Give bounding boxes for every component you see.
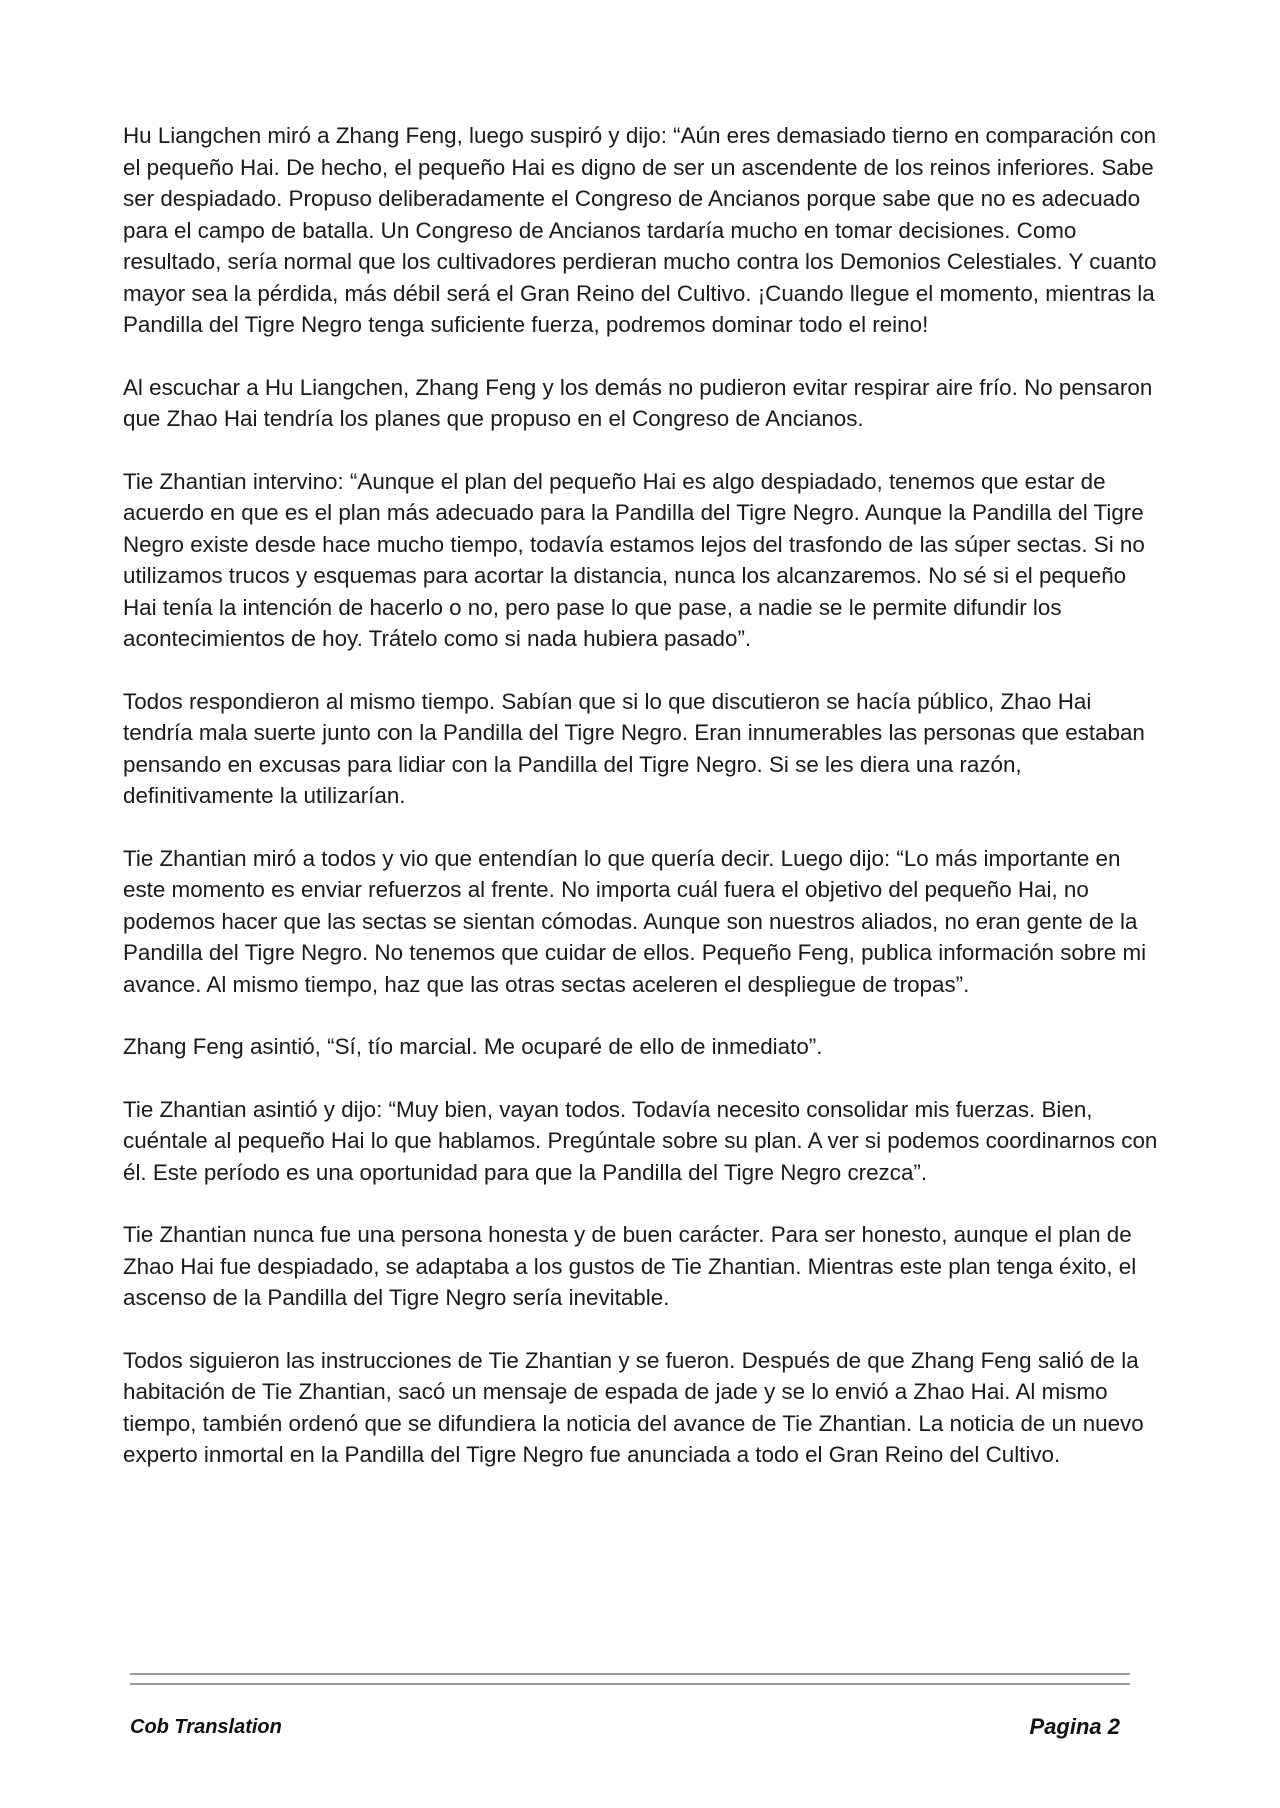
paragraph-2: Al escuchar a Hu Liangchen, Zhang Feng y los demás no pudieron evitar respirar aire frío. No pensaron que Zhao Hai tendría los planes que propuso en el Congreso de Ancianos.	[123, 374, 1153, 431]
footer-divider-bottom	[130, 1683, 1130, 1685]
footer-divider-top	[130, 1673, 1130, 1675]
paragraph-5: Tie Zhantian miró a todos y vio que entendían lo que quería decir. Luego dijo: “Lo más importante en este momento es enviar refuerzos al frente. No importa cuál fuera el objetivo del pequeño Hai, no podemos hacer que las sectas se sientan cómodas. Aunque son nuestros aliados, no eran gente de la Pandilla del Tigre Negro. No tenemos que cuidar de ellos. Pequeño Feng, publica información sobre mi avance. Al mismo tiempo, haz que las otras sectas aceleren el despliegue de tropas”.	[123, 845, 1147, 997]
footer-translator-credit: Cob Translation	[130, 1716, 282, 1738]
paragraph-3: Tie Zhantian intervino: “Aunque el plan del pequeño Hai es algo despiadado, tenemos que estar de acuerdo en que es el plan más adecuado para la Pandilla del Tigre Negro. Aunque la Pandilla del Tigre Negro existe desde hace mucho tiempo, todavía estamos lejos del trasfondo de las súper sectas. Si no utilizamos trucos y esquemas para acortar la distancia, nunca los alcanzaremos. No sé si el pequeño Hai tenía la intención de hacerlo o no, pero pase lo que pase, a nadie se le permite difundir los acontecimientos de hoy. Trátelo como si nada hubiera pasado”.	[123, 468, 1145, 651]
footer-page-number: Pagina 2	[1029, 1714, 1120, 1739]
paragraph-8: Tie Zhantian nunca fue una persona honesta y de buen carácter. Para ser honesto, aunque el plan de Zhao Hai fue despiadado, se adaptaba a los gustos de Tie Zhantian. Mientras este plan tenga éxito, el ascenso de la Pandilla del Tigre Negro sería inevitable.	[123, 1222, 1137, 1310]
paragraph-4: Todos respondieron al mismo tiempo. Sabían que si lo que discutieron se hacía público, Zhao Hai tendría mala suerte junto con la Pandilla del Tigre Negro. Eran innumerables las personas que estaban pensando en excusas para lidiar con la Pandilla del Tigre Negro. Si se les diera una razón, definitivamente la utilizarían.	[123, 688, 1145, 808]
paragraph-9: Todos siguieron las instrucciones de Tie Zhantian y se fueron. Después de que Zhang Feng salió de la habitación de Tie Zhantian, sacó un mensaje de espada de jade y se lo envió a Zhao Hai. Al mismo tiempo, también ordenó que se difundiera la noticia del avance de Tie Zhantian. La noticia de un nuevo experto inmortal en la Pandilla del Tigre Negro fue anunciada a todo el Gran Reino del Cultivo.	[123, 1347, 1144, 1467]
document-body	[123, 120, 1158, 1502]
paragraph-1: Hu Liangchen miró a Zhang Feng, luego suspiró y dijo: “Aún eres demasiado tierno en comparación con el pequeño Hai. De hecho, el pequeño Hai es digno de ser un ascendente de los reinos inferiores. Sabe ser despiadado. Propuso deliberadamente el Congreso de Ancianos porque sabe que no es adecuado para el campo de batalla. Un Congreso de Ancianos tardaría mucho en tomar decisiones. Como resultado, sería normal que los cultivadores perdieran mucho contra los Demonios Celestiales. Y cuanto mayor sea la pérdida, más débil será el Gran Reino del Cultivo. ¡Cuando llegue el momento, mientras la Pandilla del Tigre Negro tenga suficiente fuerza, podremos dominar todo el reino!	[123, 123, 1157, 337]
paragraph-6: Zhang Feng asintió, “Sí, tío marcial. Me ocuparé de ello de inmediato”.	[123, 1034, 823, 1059]
paragraph-7: Tie Zhantian asintió y dijo: “Muy bien, vayan todos. Todavía necesito consolidar mis fuerzas. Bien, cuéntale al pequeño Hai lo que hablamos. Pregúntale sobre su plan. A ver si podemos coordinarnos con él. Este período es una oportunidad para que la Pandilla del Tigre Negro crezca”.	[123, 1096, 1158, 1185]
